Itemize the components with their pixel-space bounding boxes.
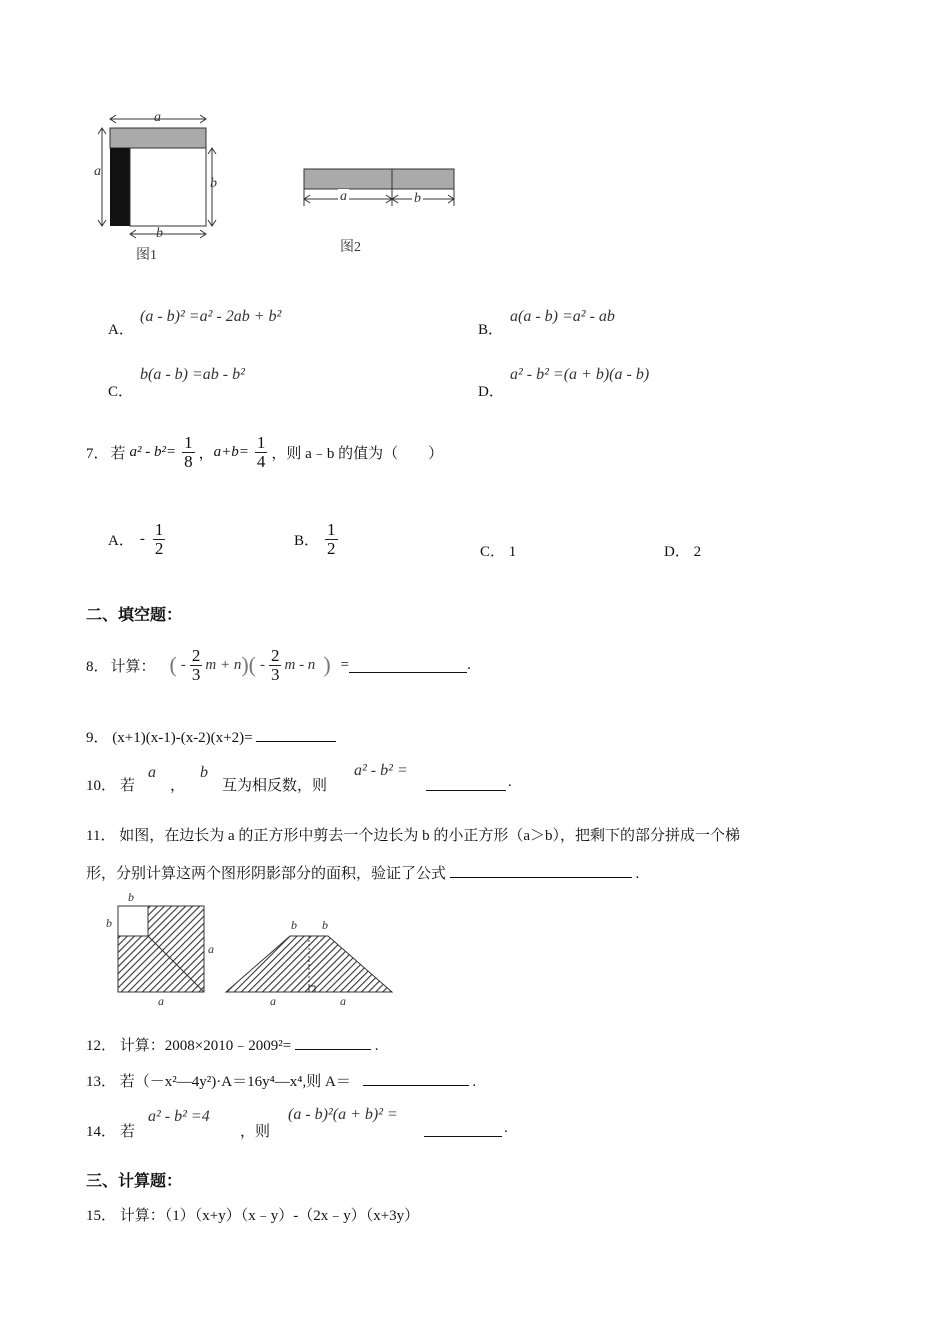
fig2-label-b: b bbox=[414, 191, 421, 206]
q10-mid: 互为相反数，则 bbox=[222, 778, 328, 794]
q7-option-b bbox=[294, 514, 338, 564]
q15-number: 15． bbox=[86, 1208, 117, 1224]
q8-fraction-1 bbox=[190, 647, 203, 684]
q7-fraction-2 bbox=[255, 434, 268, 471]
q8-period: . bbox=[467, 656, 471, 673]
q9-text: (x+1)(x-1)-(x-2)(x+2)= bbox=[112, 730, 253, 746]
fig2-label-a: a bbox=[340, 189, 347, 204]
q11-period: . bbox=[635, 866, 640, 882]
q11-fig-label-b-left: b bbox=[106, 916, 112, 930]
figure-1-diagram bbox=[92, 110, 222, 270]
q10-period: . bbox=[508, 774, 512, 790]
q6-option-b-label: B． bbox=[478, 322, 504, 338]
q14-mid: ，则 bbox=[240, 1124, 271, 1140]
q6-option-d-formula: a² - b² =(a + b)(a - b) bbox=[510, 366, 650, 383]
q14-period: . bbox=[504, 1120, 508, 1136]
q8-prefix: 计算： bbox=[110, 658, 156, 675]
q8-minus-1: - bbox=[180, 656, 186, 673]
q7-option-c bbox=[480, 540, 516, 561]
q7-option-b-num: 1 bbox=[327, 519, 336, 539]
q7-option-a-den: 2 bbox=[154, 538, 164, 558]
fig1-label-a-left: a bbox=[94, 164, 101, 179]
fig1-label-a-top: a bbox=[154, 110, 161, 125]
question-7 bbox=[86, 426, 443, 478]
q10-expression: a² - b² = bbox=[354, 762, 408, 779]
q7-option-b-fraction bbox=[325, 521, 338, 558]
q11-answer-blank[interactable] bbox=[450, 863, 632, 878]
q6-option-d-label: D． bbox=[478, 384, 504, 400]
q14-number: 14． bbox=[86, 1124, 117, 1140]
q8-paren-open-2: ( bbox=[248, 652, 256, 677]
q7-suffix: ，则 a﹣b 的值为（ ） bbox=[271, 445, 444, 462]
question-13 bbox=[86, 1070, 476, 1091]
q7-option-a bbox=[108, 514, 165, 564]
q8-paren-close-1: ) bbox=[241, 652, 249, 677]
q7-comma: ， bbox=[198, 445, 214, 462]
q9-answer-blank[interactable] bbox=[256, 727, 336, 742]
q11-number: 11． bbox=[86, 828, 116, 844]
q11-fig-label-b-top: b bbox=[128, 890, 134, 904]
section-3-title: 三、计算题： bbox=[86, 1171, 183, 1190]
q8-term-2: m - n bbox=[284, 656, 316, 673]
q7-mid: a+b= bbox=[213, 443, 249, 460]
q11-trap-label-b-2: b bbox=[322, 918, 328, 932]
q7-option-a-num: 1 bbox=[154, 519, 164, 539]
q9-number: 9． bbox=[86, 730, 109, 746]
q11-fig-label-a-bottom: a bbox=[158, 994, 164, 1008]
q7-option-b-den: 2 bbox=[327, 538, 336, 558]
q8-frac2-den: 3 bbox=[270, 664, 280, 684]
q12-period: . bbox=[374, 1038, 379, 1054]
q7-option-b-label: B． bbox=[294, 532, 320, 549]
q10-var-b: b bbox=[200, 764, 208, 781]
q11-trap-label-b-1: b bbox=[291, 918, 297, 932]
q7-option-a-sign: - bbox=[139, 530, 145, 547]
q7-option-c-value: 1 bbox=[508, 544, 517, 560]
q8-answer-blank[interactable] bbox=[349, 658, 467, 673]
q7-fraction-1 bbox=[182, 434, 195, 471]
question-15 bbox=[86, 1204, 419, 1225]
q8-frac1-den: 3 bbox=[191, 664, 201, 684]
q7-lhs: a² - b²= bbox=[129, 443, 177, 460]
q14-expression: (a - b)²(a + b)² = bbox=[288, 1106, 398, 1123]
q12-text: 计算：2008×2010﹣2009²= bbox=[119, 1038, 292, 1054]
figure-2-caption: 图2 bbox=[340, 240, 361, 255]
q10-comma: ， bbox=[170, 778, 186, 794]
q8-paren-close-2: ) bbox=[323, 652, 331, 677]
q13-text: 若（－x²—4y²)·A＝16y⁴—x⁴,则 A＝ bbox=[119, 1074, 351, 1090]
q8-frac1-num: 2 bbox=[191, 645, 201, 665]
q8-minus-2: - bbox=[259, 656, 265, 673]
q7-option-d bbox=[664, 540, 701, 561]
question-14 bbox=[86, 1104, 526, 1140]
q10-var-a: a bbox=[148, 764, 156, 781]
q6-option-a-formula: (a - b)² =a² - 2ab + b² bbox=[140, 308, 282, 325]
q7-frac1-num: 1 bbox=[184, 432, 193, 452]
q8-equals: = bbox=[340, 656, 350, 673]
q14-condition: a² - b² =4 bbox=[148, 1108, 210, 1125]
q10-answer-blank[interactable] bbox=[426, 776, 506, 791]
question-10 bbox=[86, 762, 526, 796]
q7-option-a-label: A． bbox=[108, 532, 134, 549]
q6-option-c-label: C． bbox=[108, 384, 134, 400]
q7-option-a-fraction bbox=[153, 521, 166, 558]
q6-option-c-formula: b(a - b) =ab - b² bbox=[140, 366, 245, 383]
q7-option-c-label: C． bbox=[480, 544, 506, 560]
q7-number: 7． bbox=[86, 445, 109, 462]
question-9 bbox=[86, 726, 336, 747]
question-11-line-2 bbox=[86, 862, 639, 883]
q8-paren-open-1: ( bbox=[169, 652, 177, 677]
q8-term-1: m + n bbox=[205, 656, 242, 673]
fig1-label-b-bottom: b bbox=[156, 226, 163, 241]
q7-option-d-value: 2 bbox=[693, 544, 702, 560]
section-2-title: 二、填空题： bbox=[86, 605, 183, 624]
q11-fig-label-a-right: a bbox=[208, 942, 214, 956]
q13-number: 13． bbox=[86, 1074, 117, 1090]
q7-frac2-num: 1 bbox=[256, 432, 266, 452]
q7-prefix: 若 bbox=[110, 445, 126, 462]
q6-option-a-label: A． bbox=[108, 322, 134, 338]
q6-option-b-formula: a(a - b) =a² - ab bbox=[510, 308, 615, 325]
figure-1-caption: 图1 bbox=[136, 248, 157, 263]
q15-text: 计算：（1）（x+y）（x﹣y）-（2x﹣y）（x+3y） bbox=[119, 1208, 420, 1224]
q13-period: . bbox=[472, 1074, 477, 1090]
q10-number: 10． bbox=[86, 778, 117, 794]
q7-frac1-den: 8 bbox=[184, 451, 193, 471]
q14-prefix: 若 bbox=[120, 1124, 136, 1140]
q11-trap-label-a-1: a bbox=[270, 994, 276, 1008]
q11-line-2: 形，分别计算这两个图形阴影部分的面积，验证了公式 bbox=[86, 866, 447, 882]
figure-2-diagram bbox=[298, 164, 462, 212]
q7-frac2-den: 4 bbox=[256, 451, 266, 471]
question-8 bbox=[86, 638, 471, 692]
question-11-line-1 bbox=[86, 824, 740, 845]
q7-option-d-label: D． bbox=[664, 544, 690, 560]
q11-figure-diagram bbox=[100, 892, 400, 1010]
question-12 bbox=[86, 1034, 378, 1055]
q8-fraction-2 bbox=[269, 647, 282, 684]
q8-frac2-num: 2 bbox=[270, 645, 280, 665]
q10-prefix: 若 bbox=[120, 778, 136, 794]
q12-number: 12． bbox=[86, 1038, 117, 1054]
q14-answer-blank[interactable] bbox=[424, 1122, 502, 1137]
q11-line-1: 如图，在边长为 a 的正方形中剪去一个边长为 b 的小正方形（a＞b），把剩下的部分拼成一个梯 bbox=[119, 828, 741, 844]
fig1-label-b-right: b bbox=[210, 176, 217, 191]
q11-trap-label-a-2: a bbox=[340, 994, 346, 1008]
q13-answer-blank[interactable] bbox=[363, 1071, 469, 1086]
q12-answer-blank[interactable] bbox=[295, 1035, 371, 1050]
q8-number: 8． bbox=[86, 658, 109, 675]
